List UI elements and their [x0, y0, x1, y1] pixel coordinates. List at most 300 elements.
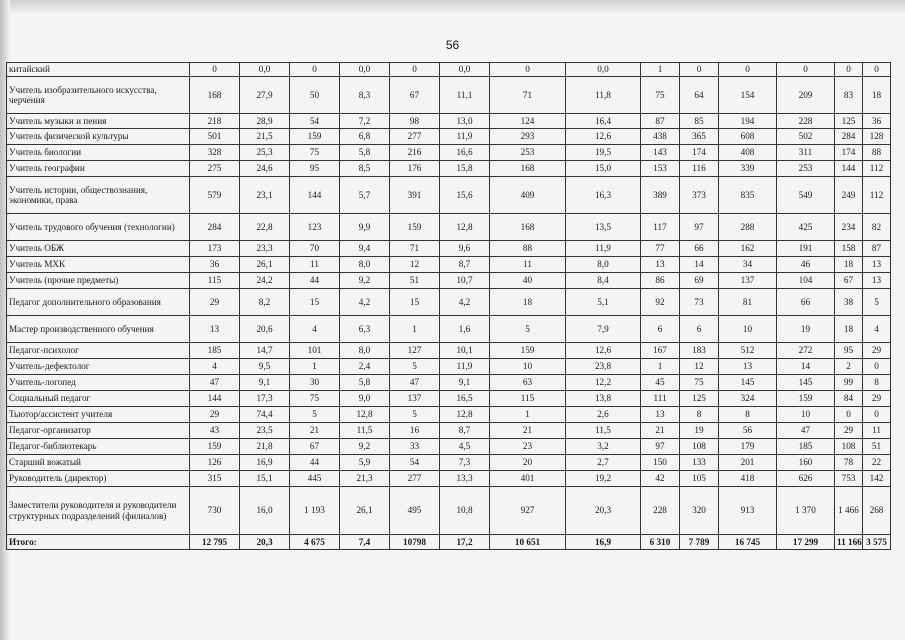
table-cell: 108 [835, 439, 863, 455]
table-cell: 0,0 [240, 63, 290, 77]
table-cell: 9,5 [240, 359, 290, 375]
table-cell: 159 [390, 214, 440, 241]
position-name: Руководитель (директор) [7, 471, 190, 487]
table-cell: 11,5 [340, 423, 390, 439]
table-cell: 4 675 [290, 535, 340, 550]
table-cell: 127 [390, 343, 440, 359]
table-cell: 19,2 [566, 471, 641, 487]
table-cell: 7,2 [340, 114, 390, 129]
table-cell: 108 [680, 439, 719, 455]
table-cell: 284 [190, 214, 240, 241]
table-cell: 4 [190, 359, 240, 375]
table-row [7, 289, 891, 316]
table-row [7, 145, 891, 161]
table-cell: 8,2 [240, 289, 290, 316]
table-cell: 0 [680, 63, 719, 77]
table-cell: 339 [719, 161, 777, 177]
table-cell: 11,9 [566, 241, 641, 257]
table-cell: 185 [777, 439, 835, 455]
table-cell: 13,8 [566, 391, 641, 407]
table-cell: 44 [290, 455, 340, 471]
table-cell: 2,4 [340, 359, 390, 375]
position-name: Учитель географии [7, 161, 190, 177]
position-name: Старший вожатый [7, 455, 190, 471]
table-cell: 167 [641, 343, 680, 359]
table-cell: 17,3 [240, 391, 290, 407]
table-cell: 201 [719, 455, 777, 471]
table-cell: 18 [835, 316, 863, 343]
table-cell: 8,7 [440, 257, 490, 273]
table-cell: 13 [719, 359, 777, 375]
table-cell: 272 [777, 343, 835, 359]
table-cell: 112 [863, 161, 891, 177]
table-cell: 293 [490, 129, 566, 145]
table-cell: 0 [835, 63, 863, 77]
table-cell: 753 [835, 471, 863, 487]
table-cell: 97 [641, 439, 680, 455]
total-row [7, 535, 891, 550]
table-cell: 3,2 [566, 439, 641, 455]
table-cell: 10 [777, 407, 835, 423]
table-cell: 25,3 [240, 145, 290, 161]
table-cell: 125 [835, 114, 863, 129]
position-name: Учитель биологии [7, 145, 190, 161]
table-cell: 150 [641, 455, 680, 471]
table-cell: 66 [680, 241, 719, 257]
table-cell: 168 [190, 77, 240, 114]
table-cell: 8 [863, 375, 891, 391]
table-cell: 1 193 [290, 487, 340, 535]
table-cell: 5,9 [340, 455, 390, 471]
table-cell: 9,2 [340, 273, 390, 289]
table-cell: 8,0 [340, 257, 390, 273]
table-cell: 29 [863, 343, 891, 359]
table-cell: 15 [290, 289, 340, 316]
scan-edge-top [0, 0, 905, 14]
table-cell: 5,7 [340, 177, 390, 214]
table-cell: 73 [680, 289, 719, 316]
table-cell: 418 [719, 471, 777, 487]
table-cell: 284 [835, 129, 863, 145]
table-cell: 6 [641, 316, 680, 343]
table-cell: 15,6 [440, 177, 490, 214]
table-cell: 185 [190, 343, 240, 359]
table-cell: 20,3 [240, 535, 290, 550]
table-cell: 75 [680, 375, 719, 391]
table-cell: 51 [390, 273, 440, 289]
position-name: Заместители руководителя и руководители структурных подразделений (филиалов) [7, 487, 190, 535]
table-cell: 88 [863, 145, 891, 161]
table-cell: 389 [641, 177, 680, 214]
table-cell: 159 [777, 391, 835, 407]
table-cell: 549 [777, 177, 835, 214]
table-cell: 0 [490, 63, 566, 77]
table-cell: 16,5 [440, 391, 490, 407]
table-row [7, 316, 891, 343]
table-cell: 328 [190, 145, 240, 161]
position-name: Учитель музыки и пения [7, 114, 190, 129]
table-cell: 0,0 [340, 63, 390, 77]
table-row [7, 177, 891, 214]
table-cell: 0 [390, 63, 440, 77]
position-name: Педагог дополнительного образования [7, 289, 190, 316]
table-cell: 115 [490, 391, 566, 407]
table-cell: 12,6 [566, 129, 641, 145]
table-cell: 22,8 [240, 214, 290, 241]
table-cell: 81 [719, 289, 777, 316]
table-cell: 5 [490, 316, 566, 343]
table-cell: 8,5 [340, 161, 390, 177]
table-cell: 133 [680, 455, 719, 471]
table-cell: 9,2 [340, 439, 390, 455]
position-name: Учитель трудового обучения (технологии) [7, 214, 190, 241]
table-cell: 4,2 [340, 289, 390, 316]
table-cell: 0,0 [440, 63, 490, 77]
table-row [7, 455, 891, 471]
table-cell: 13 [641, 407, 680, 423]
table-cell: 30 [290, 375, 340, 391]
table-cell: 11,9 [440, 359, 490, 375]
table-cell: 159 [190, 439, 240, 455]
table-cell: 84 [835, 391, 863, 407]
table-cell: 191 [777, 241, 835, 257]
table-cell: 82 [863, 214, 891, 241]
table-cell: 2,7 [566, 455, 641, 471]
table-cell: 11,9 [440, 129, 490, 145]
table-cell: 38 [835, 289, 863, 316]
table-row [7, 391, 891, 407]
table-cell: 8,0 [566, 257, 641, 273]
table-cell: 137 [390, 391, 440, 407]
table-cell: 174 [680, 145, 719, 161]
table-cell: 75 [290, 391, 340, 407]
table-cell: 13 [863, 273, 891, 289]
table-cell: 112 [863, 177, 891, 214]
table-cell: 16,4 [566, 114, 641, 129]
table-cell: 228 [777, 114, 835, 129]
table-cell: 23,8 [566, 359, 641, 375]
table-cell: 13 [863, 257, 891, 273]
table-cell: 209 [777, 77, 835, 114]
table-cell: 20 [490, 455, 566, 471]
table-cell: 0 [190, 63, 240, 77]
table-cell: 45 [641, 375, 680, 391]
position-name: Учитель ОБЖ [7, 241, 190, 257]
table-cell: 253 [777, 161, 835, 177]
table-row [7, 273, 891, 289]
table-row [7, 407, 891, 423]
table-cell: 95 [835, 343, 863, 359]
table-cell: 83 [835, 77, 863, 114]
table-cell: 5,1 [566, 289, 641, 316]
table-cell: 168 [490, 161, 566, 177]
table-cell: 24,2 [240, 273, 290, 289]
table-row [7, 77, 891, 114]
table-cell: 7,4 [340, 535, 390, 550]
table-cell: 116 [680, 161, 719, 177]
table-cell: 162 [719, 241, 777, 257]
table-cell: 111 [641, 391, 680, 407]
table-cell: 44 [290, 273, 340, 289]
table-cell: 8,4 [566, 273, 641, 289]
table-cell: 512 [719, 343, 777, 359]
table-cell: 64 [680, 77, 719, 114]
position-name: Учитель (прочие предметы) [7, 273, 190, 289]
table-cell: 288 [719, 214, 777, 241]
table-cell: 18 [835, 257, 863, 273]
table-cell: 16,3 [566, 177, 641, 214]
table-cell: 438 [641, 129, 680, 145]
table-cell: 5,8 [340, 375, 390, 391]
table-cell: 43 [190, 423, 240, 439]
table-cell: 77 [641, 241, 680, 257]
table-cell: 159 [490, 343, 566, 359]
table-cell: 123 [290, 214, 340, 241]
table-cell: 160 [777, 455, 835, 471]
table-cell: 1 [390, 316, 440, 343]
table-cell: 75 [641, 77, 680, 114]
table-cell: 6,3 [340, 316, 390, 343]
table-cell: 143 [641, 145, 680, 161]
table-row [7, 114, 891, 129]
table-cell: 21 [290, 423, 340, 439]
table-cell: 9,0 [340, 391, 390, 407]
table-cell: 408 [719, 145, 777, 161]
table-cell: 8 [719, 407, 777, 423]
table-cell: 0 [290, 63, 340, 77]
table-cell: 835 [719, 177, 777, 214]
table-cell: 97 [680, 214, 719, 241]
table-cell: 7 789 [680, 535, 719, 550]
table-cell: 176 [390, 161, 440, 177]
table-cell: 8,0 [340, 343, 390, 359]
table-cell: 9,1 [440, 375, 490, 391]
table-cell: 158 [835, 241, 863, 257]
table-cell: 125 [680, 391, 719, 407]
table-cell: 4,5 [440, 439, 490, 455]
table-cell: 10,8 [440, 487, 490, 535]
position-name: Тьютор/ассистент учителя [7, 407, 190, 423]
table-cell: 1 [290, 359, 340, 375]
table-cell: 47 [190, 375, 240, 391]
table-cell: 626 [777, 471, 835, 487]
table-cell: 11,8 [566, 77, 641, 114]
table-cell: 87 [863, 241, 891, 257]
table-cell: 67 [835, 273, 863, 289]
table-cell: 1,6 [440, 316, 490, 343]
table-cell: 1 [490, 407, 566, 423]
table-cell: 16,9 [566, 535, 641, 550]
table-cell: 23 [490, 439, 566, 455]
table-cell: 8,7 [440, 423, 490, 439]
table-cell: 51 [863, 439, 891, 455]
table-cell: 6,8 [340, 129, 390, 145]
table-cell: 144 [190, 391, 240, 407]
table-cell: 115 [190, 273, 240, 289]
table-row [7, 423, 891, 439]
table-cell: 13 [190, 316, 240, 343]
table-cell: 66 [777, 289, 835, 316]
table-row [7, 161, 891, 177]
table-cell: 144 [835, 161, 863, 177]
table-cell: 85 [680, 114, 719, 129]
table-cell: 9,9 [340, 214, 390, 241]
table-cell: 10798 [390, 535, 440, 550]
table-cell: 154 [719, 77, 777, 114]
table-cell: 101 [290, 343, 340, 359]
position-name: Учитель-логопед [7, 375, 190, 391]
table-cell: 86 [641, 273, 680, 289]
table-cell: 0 [863, 359, 891, 375]
table-cell: 5 [390, 407, 440, 423]
table-cell: 11,5 [566, 423, 641, 439]
table-cell: 19 [680, 423, 719, 439]
table-cell: 145 [777, 375, 835, 391]
table-cell: 67 [390, 77, 440, 114]
table-cell: 75 [290, 145, 340, 161]
table-cell: 29 [835, 423, 863, 439]
table-row [7, 129, 891, 145]
table-cell: 2 [835, 359, 863, 375]
table-cell: 425 [777, 214, 835, 241]
table-cell: 1 466 [835, 487, 863, 535]
table-cell: 1 370 [777, 487, 835, 535]
table-cell: 10 651 [490, 535, 566, 550]
table-cell: 99 [835, 375, 863, 391]
table-cell: 311 [777, 145, 835, 161]
table-cell: 92 [641, 289, 680, 316]
table-cell: 15 [390, 289, 440, 316]
table-cell: 579 [190, 177, 240, 214]
table-cell: 7,3 [440, 455, 490, 471]
table-cell: 277 [390, 471, 440, 487]
table-cell: 11 166 [835, 535, 863, 550]
table-cell: 11 [863, 423, 891, 439]
table-row [7, 375, 891, 391]
table-cell: 502 [777, 129, 835, 145]
table-cell: 13 [641, 257, 680, 273]
table-cell: 9,1 [240, 375, 290, 391]
table-cell: 194 [719, 114, 777, 129]
table-row [7, 241, 891, 257]
table-cell: 15,0 [566, 161, 641, 177]
table-row [7, 214, 891, 241]
table-cell: 71 [490, 77, 566, 114]
table-cell: 9,4 [340, 241, 390, 257]
table-cell: 1 [641, 359, 680, 375]
table-row [7, 257, 891, 273]
position-name: Учитель истории, обществознания, экономики, права [7, 177, 190, 214]
table-cell: 228 [641, 487, 680, 535]
table-cell: 28,9 [240, 114, 290, 129]
table-cell: 17 299 [777, 535, 835, 550]
table-cell: 33 [390, 439, 440, 455]
table-cell: 268 [863, 487, 891, 535]
table-cell: 22 [863, 455, 891, 471]
table-cell: 409 [490, 177, 566, 214]
position-name: Учитель физической культуры [7, 129, 190, 145]
table-cell: 5,8 [340, 145, 390, 161]
table-cell: 153 [641, 161, 680, 177]
table-cell: 26,1 [240, 257, 290, 273]
table-cell: 137 [719, 273, 777, 289]
table-cell: 21 [490, 423, 566, 439]
table-cell: 23,5 [240, 423, 290, 439]
table-cell: 249 [835, 177, 863, 214]
position-name: Учитель МХК [7, 257, 190, 273]
table-cell: 234 [835, 214, 863, 241]
table-cell: 12,8 [340, 407, 390, 423]
position-name: Учитель изобразительного искусства, черчения [7, 77, 190, 114]
table-cell: 128 [863, 129, 891, 145]
table-cell: 6 [680, 316, 719, 343]
table-cell: 16 [390, 423, 440, 439]
table-cell: 0,0 [566, 63, 641, 77]
table-cell: 69 [680, 273, 719, 289]
table-cell: 11 [290, 257, 340, 273]
position-name: китайский [7, 63, 190, 77]
table-cell: 15,8 [440, 161, 490, 177]
table-cell: 4 [290, 316, 340, 343]
table-cell: 0 [835, 407, 863, 423]
table-cell: 54 [390, 455, 440, 471]
table-cell: 19,5 [566, 145, 641, 161]
table-cell: 145 [719, 375, 777, 391]
position-name: Педагог-библиотекарь [7, 439, 190, 455]
table-cell: 253 [490, 145, 566, 161]
table-cell: 324 [719, 391, 777, 407]
table-cell: 2,6 [566, 407, 641, 423]
table-cell: 16,0 [240, 487, 290, 535]
table-cell: 11 [490, 257, 566, 273]
table-cell: 98 [390, 114, 440, 129]
table-cell: 5 [390, 359, 440, 375]
table-cell: 10,1 [440, 343, 490, 359]
table-cell: 174 [835, 145, 863, 161]
table-cell: 16,6 [440, 145, 490, 161]
table-cell: 401 [490, 471, 566, 487]
table-cell: 315 [190, 471, 240, 487]
table-cell: 391 [390, 177, 440, 214]
page-number: 56 [445, 38, 460, 52]
table-cell: 0 [863, 407, 891, 423]
table-cell: 7,9 [566, 316, 641, 343]
table-cell: 216 [390, 145, 440, 161]
table-row [7, 359, 891, 375]
table-cell: 18 [863, 77, 891, 114]
table-cell: 29 [190, 289, 240, 316]
table-cell: 13,5 [566, 214, 641, 241]
table-cell: 142 [863, 471, 891, 487]
table-cell: 16 745 [719, 535, 777, 550]
table-cell: 495 [390, 487, 440, 535]
table-cell: 8 [680, 407, 719, 423]
table-cell: 29 [863, 391, 891, 407]
table-cell: 0 [863, 63, 891, 77]
table-cell: 124 [490, 114, 566, 129]
table-cell: 95 [290, 161, 340, 177]
table-cell: 36 [190, 257, 240, 273]
table-cell: 67 [290, 439, 340, 455]
table-cell: 27,9 [240, 77, 290, 114]
table-cell: 47 [777, 423, 835, 439]
table-cell: 87 [641, 114, 680, 129]
table-cell: 78 [835, 455, 863, 471]
position-name: Педагог-организатор [7, 423, 190, 439]
table-cell: 105 [680, 471, 719, 487]
table-cell: 159 [290, 129, 340, 145]
table-cell: 14 [777, 359, 835, 375]
